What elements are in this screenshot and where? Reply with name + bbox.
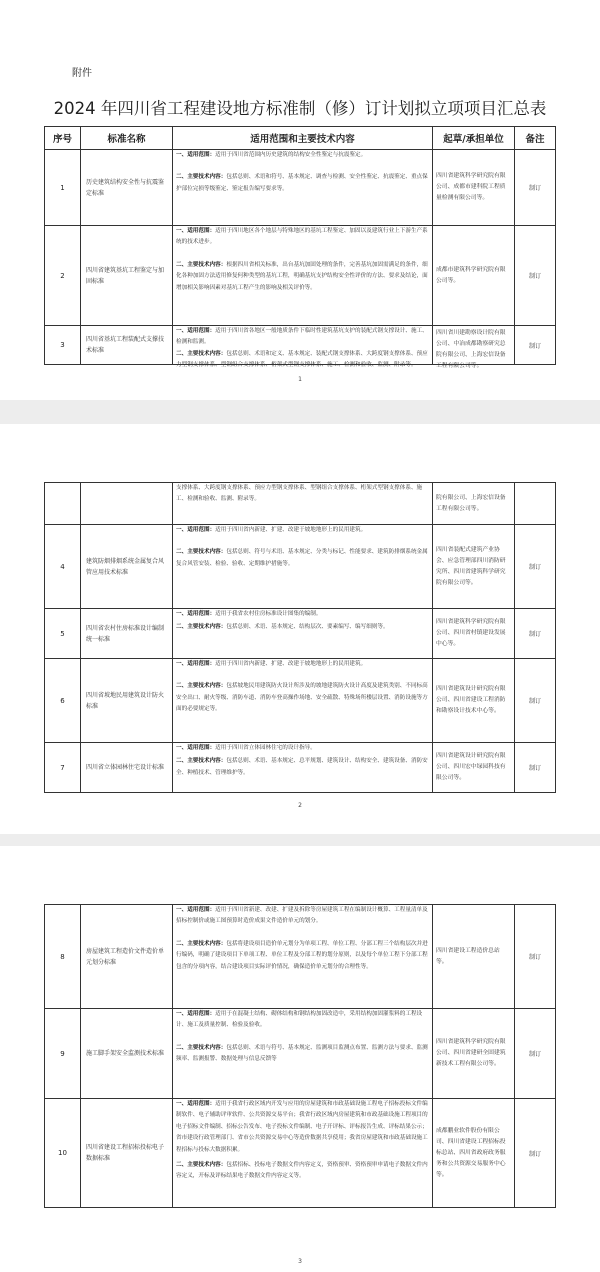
content-label: 二、主要技术内容： [176,350,227,357]
drafting-unit: 成都市建筑科学研究院有限公司等。 [433,226,515,326]
page-1 [0,0,600,400]
scope-label: 一、适用范围： [176,611,216,617]
scope-text: 适用于四川省内新建、扩建、改建于坡地地形上的民用建筑。 [215,527,367,533]
table-row [45,905,556,1009]
content-label: 二、主要技术内容： [176,624,227,631]
table-row [45,743,556,793]
scope-content [173,226,433,326]
row-number: 7 [45,743,81,793]
row-number: 4 [45,525,81,609]
drafting-unit: 四川省建设工程造价总站等。 [433,905,515,1009]
drafting-unit: 成都鹏业软件股份有限公司、四川省建设工程招标投标总站、四川省政府政务服务和公共资源交易服务中心等。 [433,1099,515,1208]
table-row [45,659,556,743]
row-number: 5 [45,609,81,659]
scope-text: 适用于我省农村住房标准设计图集的编制。 [215,611,322,617]
row-note: 制订 [515,659,556,743]
attachment-label: 附件 [72,68,92,79]
summary-table-page-1 [44,126,556,369]
page-2 [0,424,600,834]
scope-text: 适用于四川省范围内历史建筑的结构安全性鉴定与抗震鉴定。 [215,152,367,158]
header-content: 适用范围和主要技术内容 [173,127,433,150]
row-note: 制订 [515,1009,556,1099]
page-gap [0,834,600,846]
scope-label: 一、适用范围： [176,228,216,234]
scope-label: 一、适用范围： [176,745,216,751]
table-row [45,326,556,365]
scope-content [173,525,433,609]
content-label: 二、主要技术内容： [176,940,227,947]
scope-content [173,150,433,226]
row-note: 制订 [515,609,556,659]
table-row-continued [45,483,556,525]
standard-name: 房屋建筑工程造价文件造价单元划分标准 [81,905,173,1009]
page-number: 2 [298,802,302,809]
continued-content: 支撑体系、大跨度钢支撑体系、预应力型钢支撑体系、型钢组合支撑体系、桁架式型钢支撑体系、施工、检测和验收、监测、附录等。 [173,483,433,525]
header-name: 标准名称 [81,127,173,150]
row-number: 10 [45,1099,81,1208]
standard-name: 四川省农村住房标准设计编制统一标准 [81,609,173,659]
summary-table-page-2 [44,482,556,793]
drafting-unit: 四川省建筑设计研究院有限公司、四川省建设工程消防和勘察设计技术中心等。 [433,659,515,743]
content-text: 包括总则、术语、基本规定、总平规划、建筑设计、结构安全、建筑设备、消防安全、种植技术、管理维护等。 [176,758,428,776]
table-row [45,1009,556,1099]
content-text: 根据四川省相关标准，出台基坑加固处理的条件，完善基坑加固需满足的条件，细化各种加固方法适用修复何种类型的基坑工程，明确基坑支护结构安全性评价的方法、要求及结论，面增加相关影响因素对基坑工程产生的影响及相关评价等。 [176,261,428,291]
scope-content [173,1009,433,1099]
content-label: 二、主要技术内容： [176,1162,227,1169]
scope-content [173,743,433,793]
scope-text: 适用于在混凝土结构、砌体结构和钢结构加固改造中，采用结构加固灌浆料的工程设计、施工及质量控制、检验及验收。 [176,1011,423,1029]
header-note: 备注 [515,127,556,150]
scope-label: 一、适用范围： [176,328,216,334]
row-note: 制订 [515,743,556,793]
content-label: 二、主要技术内容： [176,758,227,765]
content-label: 二、主要技术内容： [176,261,227,268]
standard-name: 四川省基坑工程装配式支撑技术标准 [81,326,173,365]
table-row [45,609,556,659]
drafting-unit [433,326,515,369]
scope-content [173,1099,433,1208]
content-label: 二、主要技术内容： [176,1044,227,1051]
content-text: 包括将建设项目造价单元划分为单项工程、单位工程、分部工程三个结构层次并进行编码，明确了建设项目下单项工程、单位工程及分部工程的划分原则，以及每个单位工程下分部工程包含的分项内容，结合建设项目实际评价情况，确保造价单元划分的合理性等。 [176,940,428,970]
standard-name: 四川省建筑基坑工程鉴定与加固标准 [81,226,173,326]
row-number: 2 [45,226,81,326]
scope-text: 适用于四川省新建、改建、扩建及拆除等房屋建筑工程在编制设计概算、工程量清单及招标控制价或施工图预算时造价成果文件造价单元的划分。 [176,907,428,925]
standard-name: 建筑防烟排烟系统金属复合风管应用技术标准 [81,525,173,609]
row-note: 制订 [515,905,556,1009]
drafting-unit: 四川省建筑设计研究院有限公司、四川宏中绿园科技有限公司等。 [433,743,515,793]
page-gap [0,400,600,424]
row-number: 9 [45,1009,81,1099]
content-text: 包括坡地民用建筑防火设计所涉及的坡地建筑防火设计高度及建筑类别、不同标高安全出口、耐火等级、消防车道、消防车登高操作场地、安全疏散、特殊场所楼层设置、消防设施等方面的必要规定等。 [176,683,428,713]
page-number: 3 [298,1258,302,1265]
scope-label: 一、适用范围： [176,907,216,913]
scope-label: 一、适用范围： [176,152,216,158]
scope-text: 适用于我省行政区域内开发与应用的房屋建筑和市政基础设施工程电子招标投标文件编制软件、电子辅助评审软件、公共资源交易平台；我省行政区域内房屋建筑和市政基础设施工程项目的电子招标文件编制、招标公告发布、电子投标文件编制、电子开评标、评标报告生成、评标结果公示；省市建设行政管理部门、省市公共资源交易中心等造价数据共享使用；我省房屋建筑和市政基础设施工程招标与投标大数据积累。 [176,1101,428,1153]
row-note: 制订 [515,150,556,226]
scope-text: 适用于四川省内新建、扩建、改建于坡地地形上的民用建筑。 [215,661,367,667]
table-row [45,226,556,326]
standard-name: 施工脚手架安全监测技术标准 [81,1009,173,1099]
scope-label: 一、适用范围： [176,1101,216,1107]
row-number: 3 [45,326,81,365]
page-3 [0,846,600,1272]
content-text: 包括总则、术语和定义、基本规定、装配式钢支撑体系、大跨度钢支撑体系、预应力型钢支撑体系、型钢组合支撑体系、桁架式型钢支撑体系、施工、检测和验收、监测、附录等。 [176,350,428,369]
drafting-unit-text: 四川省川建勘察设计院有限公司、中冶成都勘察研究总院有限公司、上海宏信设备工程有限公司等。 [436,330,506,369]
scope-text: 适用于四川地区各个地层与特殊地区的基坑工程鉴定、加固以及建筑行业上下游生产系统的技术进步。 [176,228,428,246]
page-number: 1 [298,376,302,383]
standard-name: 四川省建设工程招标投标电子数据标准 [81,1099,173,1208]
content-text: 包括总则、术语与符号、基本规定、监测项目监测点布置、监测方法与要求、监测频率、监测报警、数据处理与信息反馈等 [176,1044,428,1063]
content-text: 包括总则、术语和符号、基本规定、调查与检测、安全性鉴定、抗震鉴定、重点保护部位完损等级鉴定、鉴定报告编写要求等。 [176,174,428,192]
row-note: 制订 [515,1099,556,1208]
scope-label: 一、适用范围： [176,1011,216,1017]
standard-name: 历史建筑结构安全性与抗震鉴定标准 [81,150,173,226]
scope-label: 一、适用范围： [176,661,216,667]
drafting-unit: 四川省装配式建筑产业协会、应急管理部四川消防研究所、四川省建筑科学研究院有限公司等。 [433,525,515,609]
row-note: 制订 [515,326,556,365]
row-note: 制订 [515,226,556,326]
table-header-row [45,127,556,150]
header-no: 序号 [45,127,81,150]
table-row [45,1099,556,1208]
scope-content [173,326,433,369]
scope-content [173,609,433,659]
content-label: 二、主要技术内容： [176,174,227,181]
row-number: 8 [45,905,81,1009]
scope-text: 适用于四川省各地区一般地质条件下临时性建筑基坑支护的装配式钢支撑设计、施工、检测和监测。 [176,328,428,346]
scope-content [173,905,433,1009]
drafting-unit: 四川省建筑科学研究院有限公司、四川省建研全固建筑新技术工程有限公司等。 [433,1009,515,1099]
content-text: 包括总则、符号与术语、基本规定、分类与标记、性能要求、建筑防排烟系统金属复合风管安装、检验、验收、定期维护措施等。 [176,549,428,567]
content-label: 二、主要技术内容： [176,683,227,690]
row-note: 制订 [515,525,556,609]
content-text: 包括总则、术语、基本规定、结构层次、要素编写、编写细则等。 [226,624,389,631]
row-number: 6 [45,659,81,743]
header-unit: 起草/承担单位 [433,127,515,150]
document-title: 2024 年四川省工程建设地方标准制（修）订计划拟立项项目汇总表 [53,99,547,118]
drafting-unit: 四川省建筑科学研究院有限公司、成都市建科院工程质量检测有限公司等。 [433,150,515,226]
standard-name: 四川省坡地民用建筑设计防火标准 [81,659,173,743]
scope-content [173,659,433,743]
scope-text: 适用于四川省立体园林住宅的设计指导。 [215,745,316,751]
content-text: 包括招标、投标电子数据文件内容定义，资格预审、资格预审申请电子数据文件内容定义，开标及评标结果电子数据文件内容定义等。 [176,1162,428,1180]
summary-table-page-3 [44,904,556,1208]
standard-name: 四川省立体园林住宅设计标准 [81,743,173,793]
table-row [45,150,556,226]
drafting-unit: 四川省建筑科学研究院有限公司、四川省村镇建设发展中心等。 [433,609,515,659]
content-label: 二、主要技术内容： [176,549,227,556]
row-number: 1 [45,150,81,226]
scope-label: 一、适用范围： [176,527,216,533]
table-row [45,525,556,609]
continued-unit: 院有限公司、上海宏信设备工程有限公司等。 [433,483,515,525]
